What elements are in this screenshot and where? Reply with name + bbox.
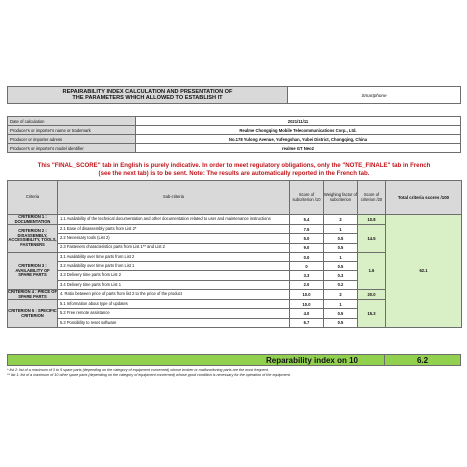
subcriterion-text: 2.1 Ease of disassembly parts from List 2* bbox=[58, 225, 290, 234]
subcriterion-score: 2.0 bbox=[290, 280, 324, 289]
info-row bbox=[8, 135, 461, 144]
subcriterion-score: 4.0 bbox=[290, 309, 324, 318]
criterion-5-score: 15.3 bbox=[358, 300, 386, 328]
info-label: Producer's or importer's name or trademark bbox=[8, 126, 136, 135]
table-row bbox=[8, 215, 462, 225]
subcriterion-text: 4. Ratio between price of parts from list 2 to the price of the product bbox=[58, 290, 290, 300]
subcriterion-weight: 1 bbox=[324, 252, 358, 261]
footnote-2: ** list 1: list of a maximum of 10 other spare parts (depending on the category of equipment concerned) whose good condition is necessary for the operation of the equipment. bbox=[7, 372, 291, 377]
header-total: Total criteria scores /100 bbox=[386, 181, 462, 215]
header-weighting: Weighing factor of subcriterion bbox=[324, 181, 358, 215]
product-type: Smartphone bbox=[288, 87, 461, 104]
criterion-3-name: CRITERION 3 : AVAILABILITY OF SPARE PARTS bbox=[8, 252, 58, 289]
final-score-row bbox=[7, 354, 461, 366]
info-label: Producer's or importer's model identifier bbox=[8, 144, 136, 153]
header-sub-criteria: Sub-criteria bbox=[58, 181, 290, 215]
subcriterion-text: 5.2 Free remote assistance bbox=[58, 309, 290, 318]
subcriterion-score: 10.0 bbox=[290, 300, 324, 309]
subcriterion-score: 0.0 bbox=[290, 252, 324, 261]
info-value: Realme Chongqing Mobile Telecommunications Corp., Ltd. bbox=[136, 126, 461, 135]
header-score-criterion: Score of criterion /20 bbox=[358, 181, 386, 215]
header-criteria: Criteria bbox=[8, 181, 58, 215]
subcriterion-score: 6.7 bbox=[290, 318, 324, 327]
footnote-1: * list 2: list of a maximum of 3 to 5 spare parts (depending on the category of equipment concerned) whose broken or malfunctioning parts are the most frequent. bbox=[7, 368, 269, 372]
info-row bbox=[8, 126, 461, 135]
subcriterion-score: 7.5 bbox=[290, 225, 324, 234]
info-label: Date of calculation bbox=[8, 117, 136, 126]
criterion-2-score: 14.5 bbox=[358, 225, 386, 253]
subcriterion-weight: 0.2 bbox=[324, 280, 358, 289]
subcriterion-weight: 0.3 bbox=[324, 271, 358, 280]
subcriterion-text: 2.2 Necessary tools (List 2) bbox=[58, 234, 290, 243]
info-row bbox=[8, 117, 461, 126]
subcriterion-text: 3.3 Delivery time parts from List 2 bbox=[58, 271, 290, 280]
subcriterion-score: 9.0 bbox=[290, 243, 324, 252]
criterion-5-name: CRITERION 5 : SPECIFIC CRITERION bbox=[8, 300, 58, 328]
criterion-3-score: 1.6 bbox=[358, 252, 386, 289]
subcriterion-score: 10.0 bbox=[290, 290, 324, 300]
subcriterion-score: 0 bbox=[290, 262, 324, 271]
subcriterion-text: 5.1 Information about type of updates bbox=[58, 300, 290, 309]
subcriterion-score: 3.3 bbox=[290, 271, 324, 280]
info-value: 2021/11/11 bbox=[136, 117, 461, 126]
final-score-label: Reparability index on 10 bbox=[8, 355, 385, 366]
subcriterion-weight: 2 bbox=[324, 290, 358, 300]
subcriterion-text: 2.3 Fasteners characteristics parts from List 1** and List 2 bbox=[58, 243, 290, 252]
info-row bbox=[8, 144, 461, 153]
title-table bbox=[7, 86, 461, 104]
criterion-4-name: CRITERION 4 : PRICE OF SPARE PARTS bbox=[8, 289, 57, 299]
info-table bbox=[7, 116, 461, 153]
subcriterion-weight: 0.5 bbox=[324, 309, 358, 318]
footnotes bbox=[7, 368, 463, 378]
final-score-value: 6.2 bbox=[385, 355, 461, 366]
subcriterion-text: 3.2 Availability over time parts from List 1 bbox=[58, 262, 290, 271]
subcriterion-text: 5.3 Possibility to reset software bbox=[58, 318, 290, 327]
subcriterion-weight: 0.5 bbox=[324, 262, 358, 271]
subcriterion-weight: 1 bbox=[324, 300, 358, 309]
title-line-2: THE PARAMETERS WHICH ALLOWED TO ESTABLISH IT bbox=[72, 95, 223, 101]
notice-line-1: This "FINAL_SCORE" tab in English is purely indicative. In order to meet regulatory obligations, only the "NOTE_FINALE" tab in French bbox=[37, 162, 431, 169]
criterion-4-score: 20.0 bbox=[358, 290, 386, 300]
criteria-table bbox=[7, 180, 462, 328]
subcriterion-text: 3.1 Availability over time parts from List 2 bbox=[58, 252, 290, 261]
subcriterion-text: 3.4 Delivery time parts from List 1 bbox=[58, 280, 290, 289]
total-score: 62.1 bbox=[386, 215, 462, 328]
header-score-sub: Score of subcriterion /10 bbox=[290, 181, 324, 215]
page-title bbox=[8, 87, 288, 104]
title-line-1: REPAIRABILITY INDEX CALCULATION AND PRESENTATION OF bbox=[62, 88, 233, 95]
subcriterion-weight: 2 bbox=[324, 215, 358, 225]
info-value: realme GT Neo2 bbox=[136, 144, 461, 153]
subcriterion-text: 1.1 Availability of the technical documentation and other documentation related to user and maintenance instructions bbox=[58, 215, 290, 225]
subcriterion-weight: 0.5 bbox=[324, 318, 358, 327]
criterion-1-score: 10.8 bbox=[358, 215, 386, 225]
subcriterion-score: 5.4 bbox=[290, 215, 324, 225]
notice-text bbox=[7, 162, 461, 177]
notice-line-2: (see the next tab) is to be sent. Note: The results are automatically reported in the French tab. bbox=[98, 169, 370, 177]
subcriterion-weight: 0.5 bbox=[324, 243, 358, 252]
table-header-row bbox=[8, 181, 462, 215]
subcriterion-weight: 1 bbox=[324, 225, 358, 234]
subcriterion-score: 5.0 bbox=[290, 234, 324, 243]
criterion-2-name: CRITERION 2 : DISASSEMBLY, ACCESSIBILITY, TOOLS, FASTENERS bbox=[8, 225, 58, 253]
info-label: Producer or importer adress bbox=[8, 135, 136, 144]
subcriterion-weight: 0.5 bbox=[324, 234, 358, 243]
info-value: No.178 Yulong Avenue, Yufengshan, Yubei District, Chongqing, China bbox=[136, 135, 461, 144]
criterion-1-name: CRITERION 1 : DOCUMENTATION bbox=[8, 215, 58, 225]
